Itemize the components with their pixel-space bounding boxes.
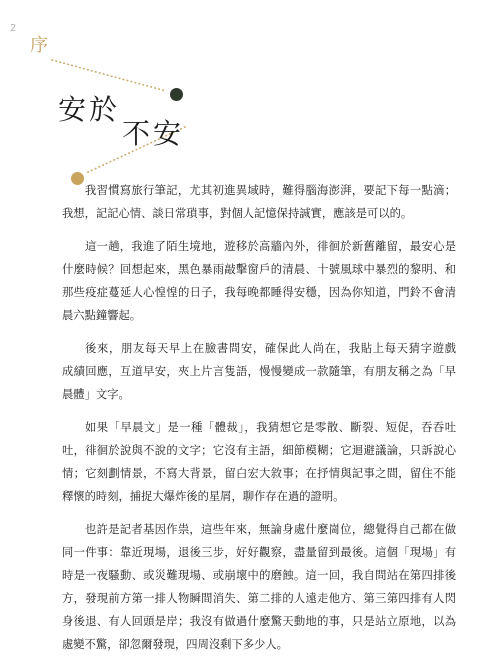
- body-text: [62, 179, 456, 666]
- paragraph: [62, 416, 456, 508]
- paragraph: [62, 518, 456, 656]
- body-line: 情；它刻劃情景，不寫大背景，留白宏大敘事；在抒情與記事之間，留住不能: [62, 467, 456, 480]
- body-line: 釋懷的時刻，捕捉大爆炸後的星屑，聊作存在過的證明。: [62, 490, 345, 503]
- body-line: 那些疫症蔓延人心惶惶的日子，我每晚都睡得安穩，因為你知道，門鈴不會清: [62, 286, 456, 299]
- body-line: 方，發現前方第一排人物瞬間消失、第二排的人遠走他方、第三第四排有人閃: [62, 592, 456, 605]
- green-dot-ornament: [170, 88, 183, 101]
- body-line: 我習慣寫旅行筆記，尤其初進異域時，難得腦海澎湃，要記下每一點滴；: [85, 184, 456, 197]
- body-line: 身後退、有人回頭是岸；我沒有做過什麼驚天動地的事，只是站立原地，以為: [62, 615, 456, 628]
- body-line: 如果「早晨文」是一種「體裁」，我猜想它是零散、斷裂、短促，吞吞吐: [85, 421, 456, 434]
- paragraph: [62, 179, 456, 225]
- page-number: 2: [10, 23, 17, 34]
- body-line: 處變不驚，卻忽爾發現，四周沒剩下多少人。: [62, 638, 288, 651]
- body-line: 什麼時候？回想起來，黑色暴雨敲擊窗戶的清晨、十號風球中暴烈的黎明、和: [62, 263, 456, 276]
- body-line: 晨六點鐘響起。: [62, 309, 142, 322]
- body-line: 也許是記者基因作祟，這些年來，無論身處什麼崗位，總覺得自己都在做: [85, 523, 456, 536]
- paragraph: [62, 337, 456, 406]
- body-line: 這一趟，我進了陌生境地，遊移於高牆內外，徘徊於新舊離留，最安心是: [85, 240, 456, 253]
- body-line: 吐，徘徊於說與不說的文字；它沒有主語，細節模糊；它迴避議論，只訴說心: [62, 444, 456, 457]
- body-line: 成績回應，互道早安，夾上片言隻語，慢慢變成一款隨筆，有朋友稱之為「早: [62, 365, 456, 378]
- body-line: 時是一夜騷動、或災難現場、或崩壞中的磨蝕。這一回，我自問站在第四排後: [62, 569, 456, 582]
- body-line: 同一件事：靠近現場，退後三步，好好觀察，盡量留到最後。這個「現場」有: [62, 546, 456, 559]
- title-line-2: 不安: [122, 117, 185, 150]
- dotted-line-upper: [52, 60, 166, 91]
- body-line: 後來，朋友每天早上在臉書問安，確保此人尚在，我貼上每天猜字遊戲: [85, 342, 456, 355]
- title-line-1: 安於: [58, 93, 121, 126]
- paragraph: [62, 235, 456, 327]
- section-label: 序: [30, 35, 48, 56]
- body-line: 晨體」文字。: [62, 388, 130, 401]
- body-line: 我想，記記心情、談日常瑣事，對個人記憶保持誠實，應該是可以的。: [62, 207, 413, 220]
